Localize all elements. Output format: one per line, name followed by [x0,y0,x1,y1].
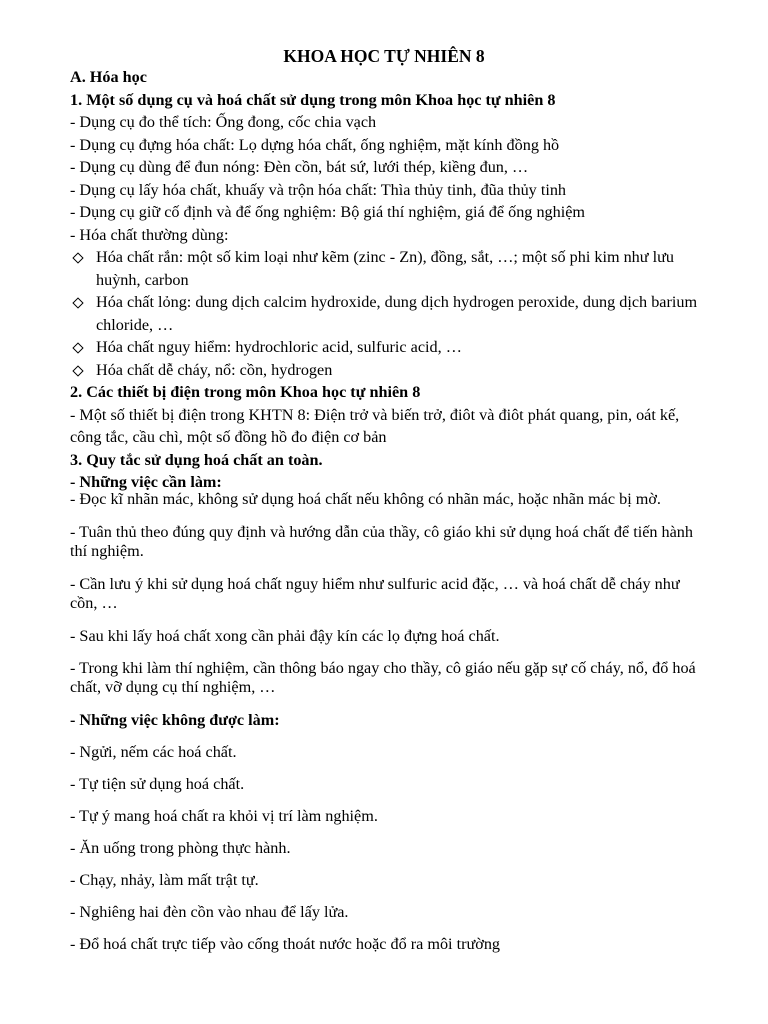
s3-heading: 3. Quy tắc sử dụng hoá chất an toàn. [70,450,323,469]
diamond-bullet-icon [72,297,83,308]
do-item: - Sau khi lấy hoá chất xong cần phải đậy kín các lọ đựng hoá chất. [70,627,500,645]
s1-item: - Hóa chất thường dùng: [70,225,229,244]
chemical-text: Hóa chất rắn: một số kim loại như kẽm (zinc - Zn), đồng, sắt, …; một số phi kim như lưu huỳnh, carbon [96,248,674,289]
dont-item: - Ăn uống trong phòng thực hành. [70,839,291,857]
s1-item: - Dụng cụ giữ cố định và để ống nghiệm: Bộ giá thí nghiệm, giá để ống nghiệm [70,203,585,221]
s1-item: - Dụng cụ đựng hóa chất: Lọ dựng hóa chất, ống nghiệm, mặt kính đồng hồ [70,135,560,154]
dont-item: - Chạy, nhảy, làm mất trật tự. [70,871,259,889]
diamond-bullet-icon [72,252,83,263]
dont-item: - Tự ý mang hoá chất ra khỏi vị trí làm nghiệm. [70,807,378,825]
chemical-bullet [70,291,710,336]
diamond-bullet-icon [72,342,83,353]
dont-heading: - Những việc không được làm: [70,711,280,729]
chemical-bullet [70,336,710,359]
section-a-heading: A. Hóa học [70,68,147,86]
chemical-text: Hóa chất lỏng: dung dịch calcim hydroxide, dung dịch hydrogen peroxide, dung dịch barium chloride, … [96,293,698,334]
s1-item: - Dụng cụ đo thể tích: Ống đong, cốc chia vạch [70,113,377,131]
chemical-text: Hóa chất dễ cháy, nổ: cồn, hydrogen [96,360,333,379]
s2-text: - Một số thiết bị điện trong KHTN 8: Điện trở và biến trở, điôt và điôt phát quang, pin, oát kế, công tắc, cầu chì, một số đồng hồ đo điện cơ bản [70,405,680,446]
dont-item: - Nghiêng hai đèn cồn vào nhau để lấy lửa. [70,903,349,921]
chemical-text: Hóa chất nguy hiểm: hydrochloric acid, sulfuric acid, … [96,338,462,356]
dont-item: - Đổ hoá chất trực tiếp vào cống thoát nước hoặc đổ ra môi trường [70,935,501,953]
s1-item: - Dụng cụ dùng để đun nóng: Đèn cồn, bát sứ, lưới thép, kiềng đun, … [70,158,529,176]
do-heading: - Những việc cần làm: [70,473,222,491]
dont-item: - Ngửi, nếm các hoá chất. [70,743,237,761]
page-title: KHOA HỌC TỰ NHIÊN 8 [283,46,485,66]
do-item: - Cần lưu ý khi sử dụng hoá chất nguy hiểm như sulfuric acid đặc, … và hoá chất dễ cháy như cồn, … [70,575,680,612]
chemical-bullet [70,359,710,382]
dont-item: - Tự tiện sử dụng hoá chất. [70,775,245,793]
s1-item: - Dụng cụ lấy hóa chất, khuấy và trộn hóa chất: Thìa thủy tinh, đũa thủy tinh [70,180,567,199]
s2-heading: 2. Các thiết bị điện trong môn Khoa học tự nhiên 8 [70,383,421,401]
chemical-bullet [70,246,710,291]
diamond-bullet-icon [72,365,83,376]
s1-heading: 1. Một số dụng cụ và hoá chất sử dụng trong môn Khoa học tự nhiên 8 [70,90,556,109]
section-a [70,66,710,494]
do-item: - Tuân thủ theo đúng quy định và hướng dẫn của thầy, cô giáo khi sử dụng hoá chất để tiến hành thí nghiệm. [70,523,693,560]
do-item: - Trong khi làm thí nghiệm, cần thông báo ngay cho thầy, cô giáo nếu gặp sự cố cháy, nổ, đổ hoá chất, vỡ dụng cụ thí nghiệm, … [70,659,696,696]
section-rules [70,490,702,954]
do-item: - Đọc kĩ nhãn mác, không sử dụng hoá chất nếu không có nhãn mác, hoặc nhãn mác bị mờ. [70,490,661,508]
